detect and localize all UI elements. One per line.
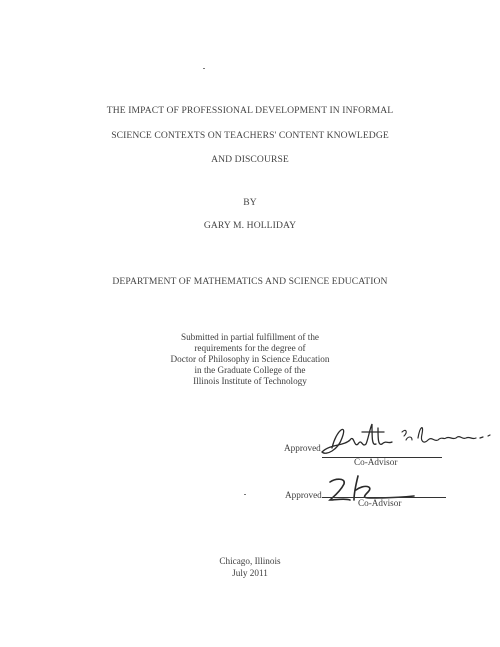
submission-line-2: requirements for the degree of bbox=[194, 343, 306, 353]
submission-line-3: Doctor of Philosophy in Science Education bbox=[170, 354, 330, 364]
thesis-title-line-2: SCIENCE CONTEXTS ON TEACHERS' CONTENT KNOWLEDGE bbox=[111, 130, 389, 141]
author-name: GARY M. HOLLIDAY bbox=[203, 220, 297, 231]
co-advisor-label-2: Co-Advisor bbox=[358, 498, 402, 508]
thesis-title-line-1: THE IMPACT OF PROFESSIONAL DEVELOPMENT IN INFORMAL bbox=[106, 105, 394, 116]
by-label: BY bbox=[243, 197, 257, 208]
co-advisor-label-1: Co-Advisor bbox=[354, 457, 398, 467]
approved-label-2: Approved bbox=[285, 490, 322, 500]
date: July 2011 bbox=[232, 568, 268, 578]
scan-speck bbox=[203, 68, 205, 69]
thesis-title-line-3: AND DISCOURSE bbox=[211, 154, 289, 165]
submission-line-1: Submitted in partial fulfillment of the bbox=[180, 332, 320, 342]
department-name: DEPARTMENT OF MATHEMATICS AND SCIENCE EDUCATION bbox=[112, 276, 388, 287]
submission-line-4: in the Graduate College of the bbox=[194, 365, 306, 375]
place: Chicago, Illinois bbox=[219, 556, 281, 566]
submission-line-5: Illinois Institute of Technology bbox=[193, 376, 307, 386]
scan-speck bbox=[244, 494, 246, 495]
advisor-signature-1 bbox=[318, 418, 496, 462]
approved-label-1: Approved bbox=[284, 443, 321, 453]
